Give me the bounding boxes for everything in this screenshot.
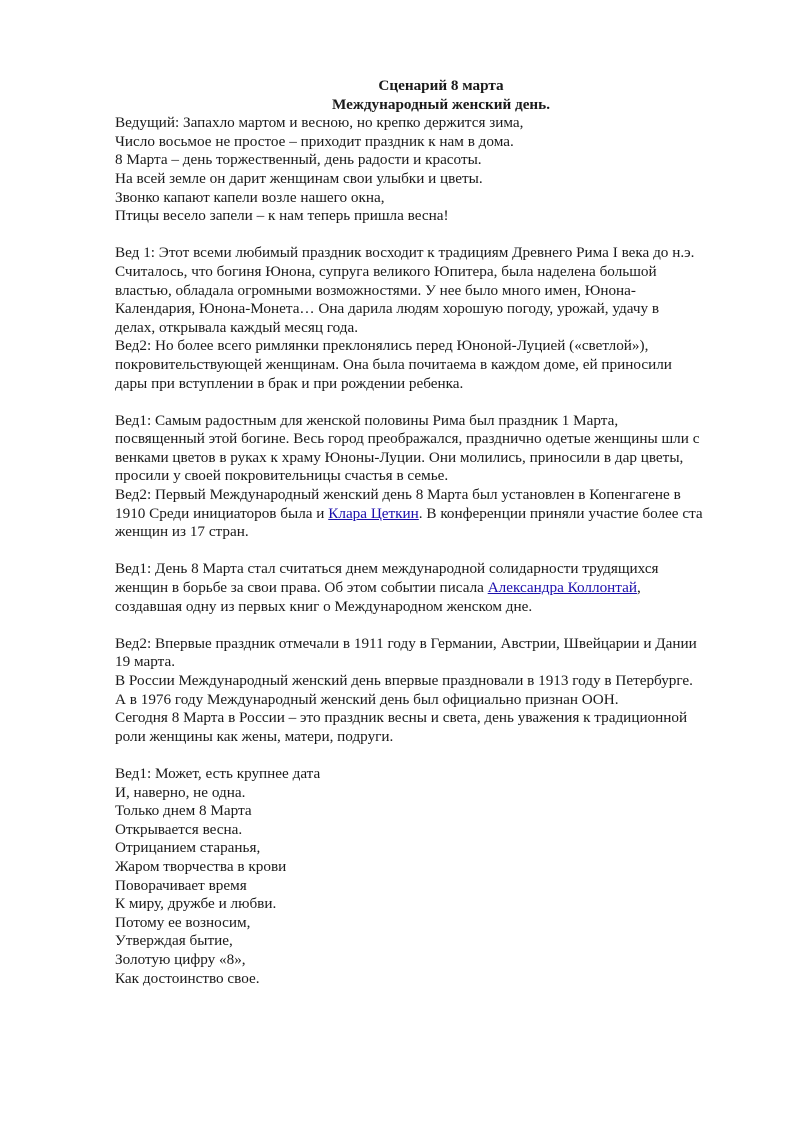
poem-line: Утверждая бытие, [115,932,233,950]
text-line: Вед2: Первый Международный женский день 8 Марта был установлен в Копенгагене в [115,486,681,504]
poem-line: Поворачивает время [115,876,247,894]
text-line: посвященный этой богине. Весь город преображался, празднично одетые женщины шли с [115,430,700,448]
text-line: 8 Марта – день торжественный, день радости и красоты. [115,151,482,169]
poem-line: И, наверно, не одна. [115,783,246,801]
title-line-1: Сценарий 8 марта [378,77,504,94]
poem-line: Вед1: Может, есть крупнее дата [115,764,321,782]
document-body [115,77,755,988]
text-line: А в 1976 году Международный женский день был официально признан ООН. [115,690,619,708]
text-line: Вед2: Впервые праздник отмечали в 1911 году в Германии, Австрии, Швейцарии и Дании [115,634,697,652]
text-line: Сегодня 8 Марта в России – это праздник весны и света, день уважения к традиционной [115,709,688,727]
text-line: В России Международный женский день впервые праздновали в 1913 году в Петербурге. [115,672,693,689]
text-line: венками цветов в руках к храму Юноны-Луции. Они молились, приносили в дар цветы, [115,448,684,466]
text-line: дары при вступлении в брак и при рождении ребенка. [115,374,464,392]
paragraph-solidarity [115,560,755,616]
poem-line: Золотую цифру «8», [115,950,246,968]
link-klara-zetkin[interactable]: Клара Цеткин [328,504,419,522]
document-title [115,77,755,114]
text-line-with-link [115,579,755,598]
poem-line: Открывается весна. [115,820,243,838]
poem-line: Потому ее возносим, [115,913,251,931]
poem-line: К миру, дружбе и любви. [115,895,277,913]
text-line: Календария, Юнона-Монета… Она дарила людям хорошую погоду, урожай, удачу в [115,300,660,318]
text-line: властью, обладала огромными возможностями. У нее было много имен, Юнона- [115,281,636,299]
text-segment: 1910 Среди инициаторов была и [115,504,329,522]
text-line: Вед1: Самым радостным для женской половины Рима был праздник 1 Марта, [115,411,619,429]
paragraph-spacer [115,226,755,245]
text-line: Вед1: День 8 Марта стал считаться днем международной солидарности трудящихся [115,560,659,578]
poem-line: Как достоинство свое. [115,969,260,987]
text-line: делах, открывала каждый месяц года. [115,318,359,336]
text-segment: . В конференции приняли участие более ста [418,504,703,522]
poem-line: Только днем 8 Марта [115,802,252,820]
paragraph-first-celebrations [115,635,755,747]
text-line: На всей земле он дарит женщинам свои улыбки и цветы. [115,169,483,187]
text-line: Птицы весело запели – к нам теперь пришла весна! [115,207,449,225]
poem-line: Отрицанием старанья, [115,839,261,857]
paragraph-first-march [115,412,755,542]
text-line: Число восьмое не простое – приходит праздник к нам в дома. [115,132,514,150]
paragraph-spacer [115,542,755,561]
text-line: женщин из 17 стран. [115,523,249,541]
text-line: Считалось, что богиня Юнона, супруга великого Юпитера, была наделена большой [115,262,657,280]
link-alexandra-kollontai[interactable]: Александра Коллонтай [487,579,637,597]
text-line: 19 марта. [115,653,175,671]
paragraph-spacer [115,616,755,635]
text-line: Ведущий: Запахло мартом и весною, но крепко держится зима, [115,114,524,132]
text-segment: , [636,579,641,597]
poem-line: Жаром творчества в крови [115,857,287,875]
text-line-with-link [115,505,755,524]
paragraph-spacer [115,746,755,765]
text-line: роли женщины как жены, матери, подруги. [115,727,394,745]
text-line: Вед2: Но более всего римлянки преклонялись перед Юноной-Луцией («светлой»), [115,337,649,355]
paragraph-intro [115,114,755,226]
paragraph-spacer [115,393,755,412]
title-line-2: Международный женский день. [331,95,551,113]
text-segment: женщин в борьбе за свои права. Об этом событии писала [115,579,488,597]
text-line: создавшая одну из первых книг о Международном женском дне. [115,597,533,615]
text-line: Звонко капают капели возле нашего окна, [115,188,385,206]
text-line: просили у своей покровительницы счастья в семье. [115,467,449,485]
text-line: Вед 1: Этот всеми любимый праздник восходит к традициям Древнего Рима I века до н.э. [115,244,695,262]
poem [115,765,755,988]
text-line: покровительствующей женщинам. Она была почитаема в каждом доме, ей приносили [115,355,672,373]
paragraph-rome-history [115,244,755,393]
